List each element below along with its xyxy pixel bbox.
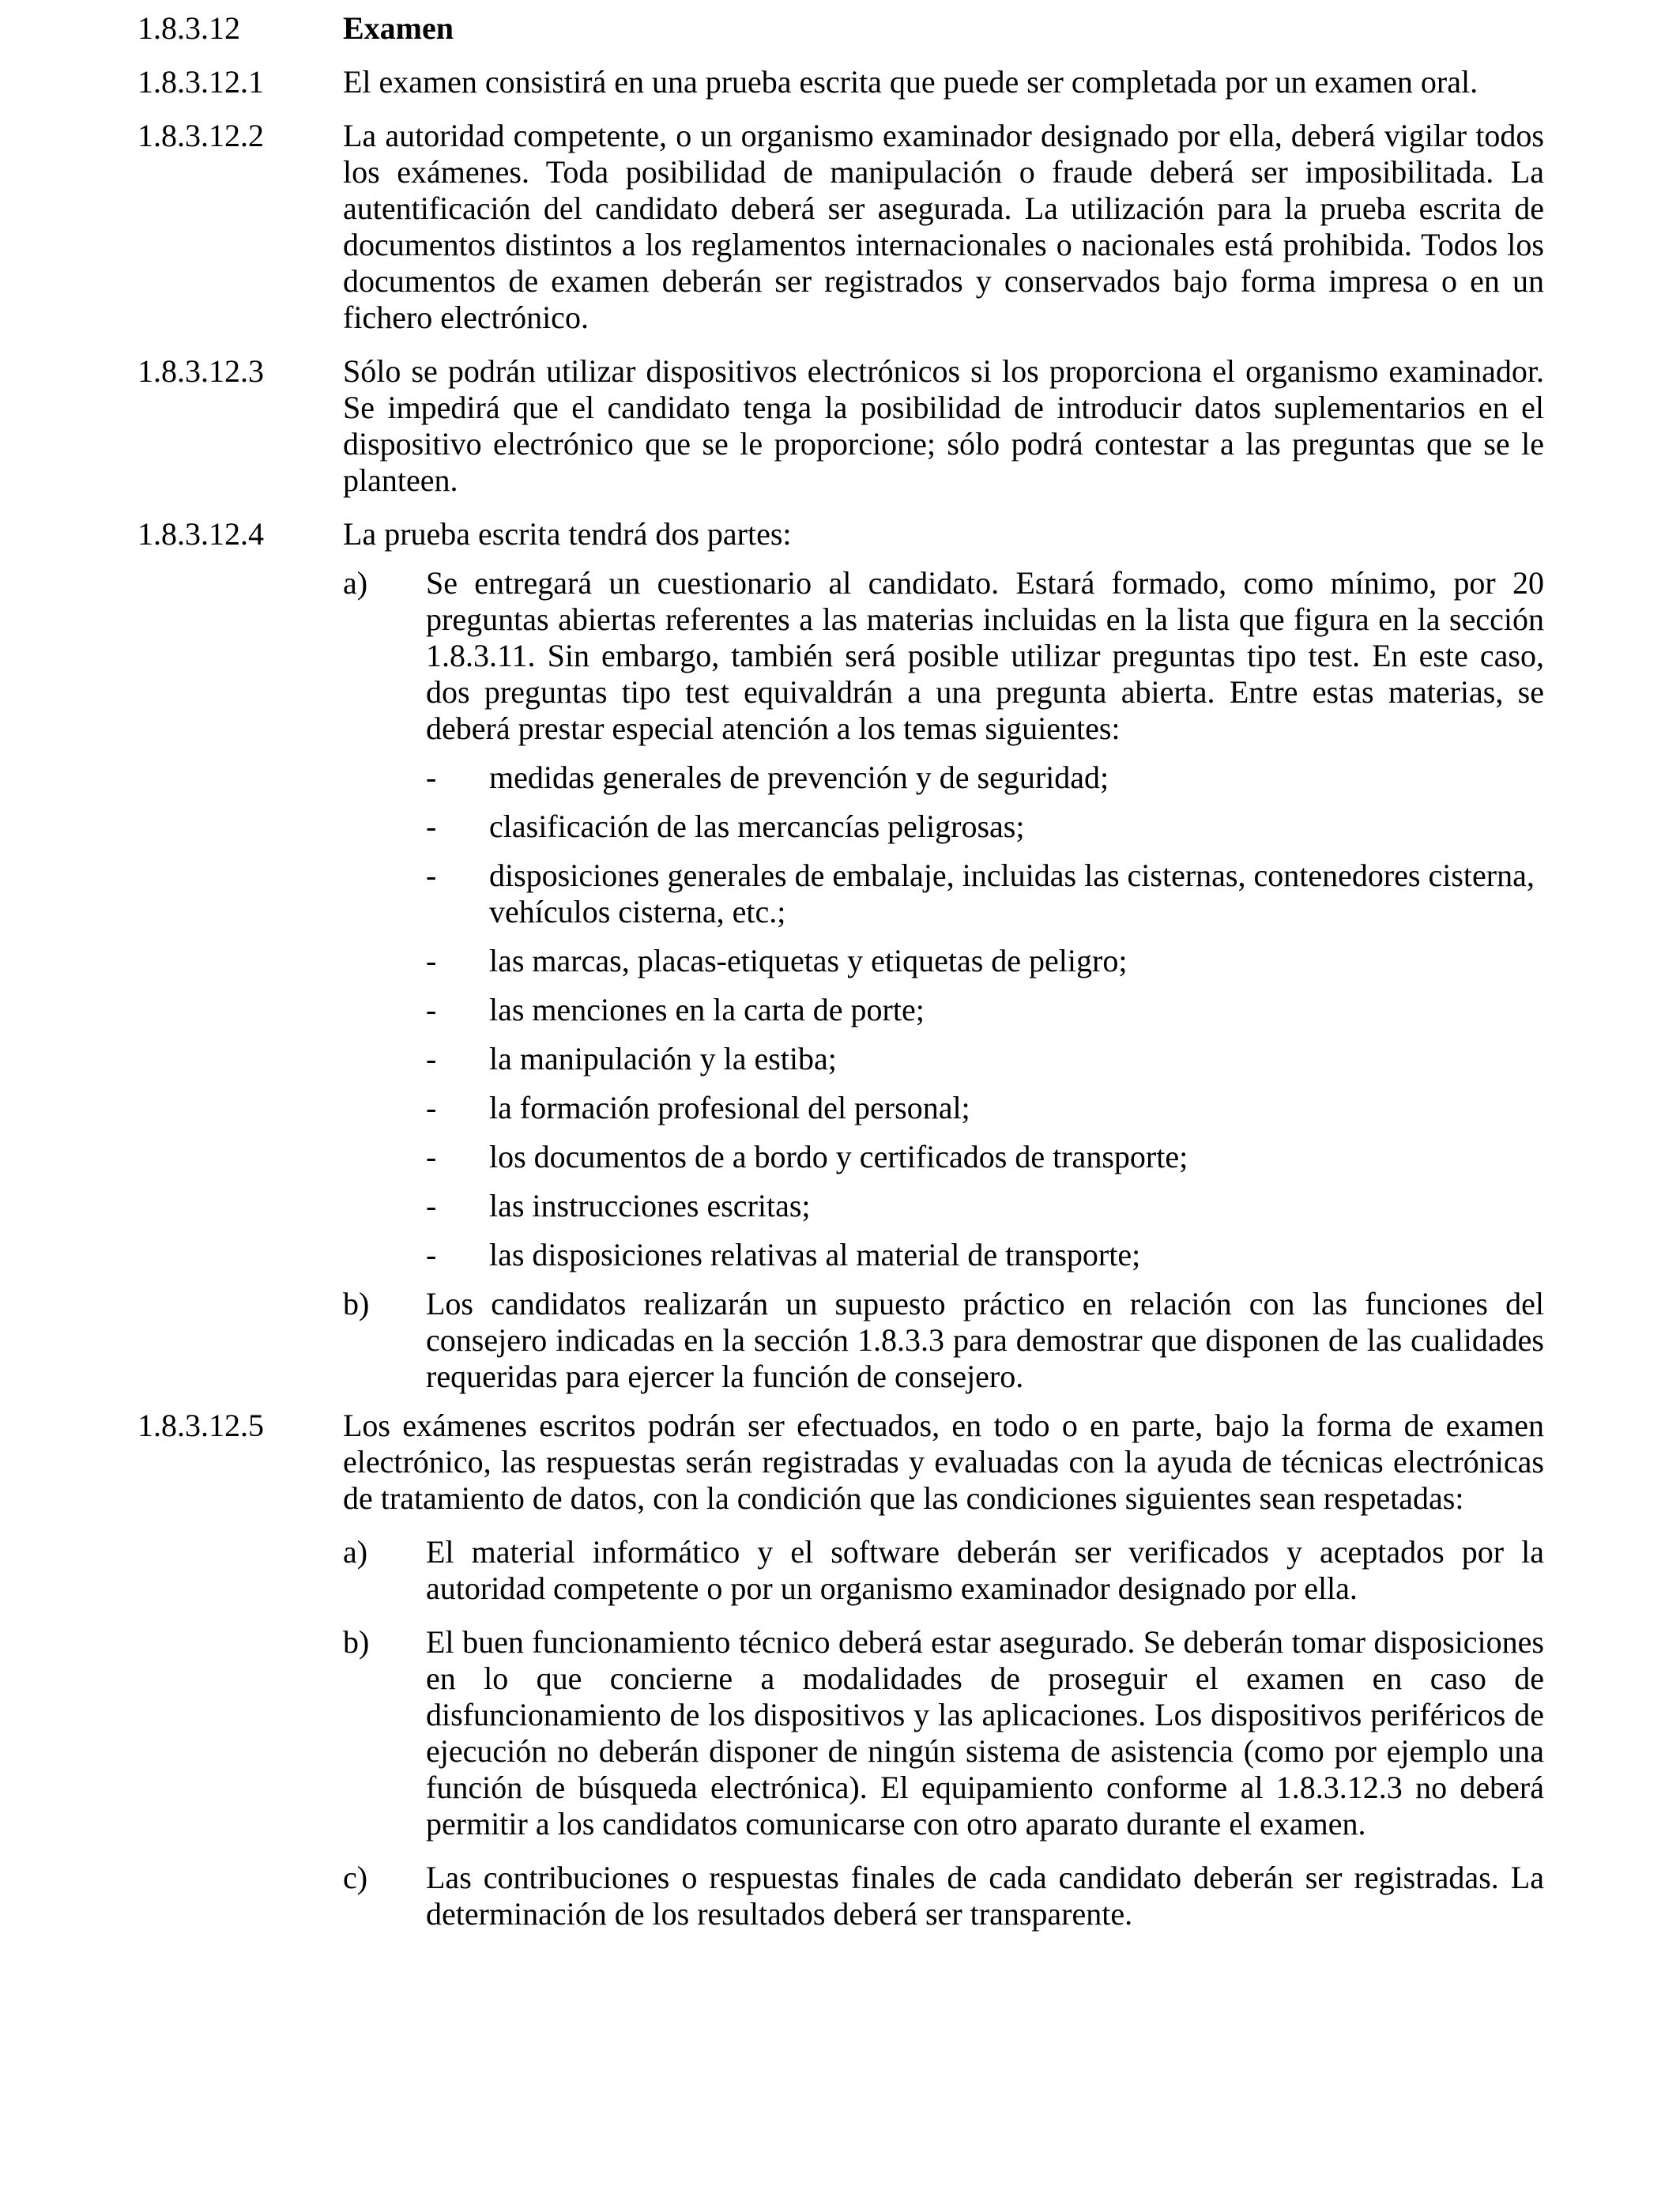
bullet-text: medidas generales de prevención y de seguridad; [489,760,1109,795]
topic-bullet-list [426,760,1544,1273]
bullet-text: la manipulación y la estiba; [489,1041,837,1076]
bullet-text: las disposiciones relativas al material de transporte; [489,1237,1141,1272]
list-item-text: Los candidatos realizarán un supuesto práctico en relación con las funciones del consejero indicadas en la sección 1.8.3.3 para demostrar que disponen de las cualidades requeridas para ejercer la función de consejero. [426,1286,1544,1394]
list-item-a [343,1534,1544,1607]
bullet-item [426,1188,1544,1224]
clause-number: 1.8.3.12.4 [137,516,264,552]
list-item-text: El buen funcionamiento técnico deberá estar asegurado. Se deberán tomar disposiciones en lo que concierne a modalidades de proseguir el examen en caso de disfuncionamiento de los dispositivos y las aplicaciones. Los dispositivos periféricos de ejecución no deberán disponer de ningún sistema de asistencia (como por ejemplo una función de búsqueda electrónica). El equipamiento conforme al 1.8.3.12.3 no deberá permitir a los candidatos comunicarse con otro aparato durante el examen. [426,1624,1544,1842]
bullet-item [426,1237,1544,1273]
clause-text: La autoridad competente, o un organismo examinador designado por ella, deberá vigilar todos los exámenes. Toda posibilidad de manipulación o fraude deberá ser imposibilitada. La autentificación del candidato deberá ser asegurada. La utilización para la prueba escrita de documentos distintos a los reglamentos internacionales o nacionales está prohibida. Todos los documentos de examen deberán ser registrados y conservados bajo forma impresa o en un fichero electrónico. [343,118,1544,335]
section-heading [137,10,1544,47]
clause-1-8-3-12-1 [137,64,1544,100]
bullet-dash: - [426,1041,437,1076]
list-item-b [343,1624,1544,1842]
list-item-label: a) [343,565,368,601]
clause-number: 1.8.3.12.3 [137,353,264,389]
list-item-b [343,1286,1544,1395]
list-item-label: c) [343,1860,368,1895]
bullet-dash: - [426,1090,437,1125]
list-item-label: b) [343,1286,370,1321]
clause-number: 1.8.3.12.1 [137,64,264,100]
bullet-item [426,858,1544,930]
bullet-text: clasificación de las mercancías peligrosas; [489,809,1025,844]
bullet-text: disposiciones generales de embalaje, incluidas las cisternas, contenedores cisterna, vehículos cisterna, etc.; [489,858,1535,929]
clause-text: El examen consistirá en una prueba escrita que puede ser completada por un examen oral. [343,64,1478,100]
bullet-dash: - [426,1139,437,1174]
bullet-item [426,809,1544,845]
bullet-dash: - [426,1188,437,1223]
clause-text: La prueba escrita tendrá dos partes: [343,516,792,552]
bullet-text: los documentos de a bordo y certificados de transporte; [489,1139,1188,1174]
bullet-dash: - [426,1237,437,1272]
bullet-item [426,760,1544,796]
clause-1-8-3-12-3 [137,353,1544,499]
bullet-text: las menciones en la carta de porte; [489,992,925,1027]
clause-1-8-3-12-5-items [137,1534,1544,1932]
bullet-dash: - [426,943,437,978]
clause-1-8-3-12-5 [137,1408,1544,1517]
clause-number: 1.8.3.12.5 [137,1408,264,1443]
clause-1-8-3-12-4 [137,516,1544,552]
bullet-text: las marcas, placas-etiquetas y etiquetas de peligro; [489,943,1128,978]
clause-text: Sólo se podrán utilizar dispositivos electrónicos si los proporciona el organismo examinador. Se impedirá que el candidato tenga la posibilidad de introducir datos suplementarios en el dispositivo electrónico que se le proporcione; sólo podrá contestar a las preguntas que se le planteen. [343,353,1544,498]
bullet-item [426,1041,1544,1077]
bullet-dash: - [426,760,437,795]
bullet-dash: - [426,858,437,893]
clause-number: 1.8.3.12.2 [137,118,264,153]
list-item-label: a) [343,1534,368,1570]
bullet-item [426,1139,1544,1175]
clause-1-8-3-12-4-items [137,565,1544,1395]
bullet-item [426,943,1544,979]
section-heading-title: Examen [343,10,454,46]
list-item-c [343,1860,1544,1932]
bullet-item [426,1090,1544,1126]
list-item-a [343,565,1544,747]
bullet-dash: - [426,992,437,1027]
clause-1-8-3-12-2 [137,118,1544,336]
bullet-dash: - [426,809,437,844]
list-item-text: El material informático y el software deberán ser verificados y aceptados por la autoridad competente o por un organismo examinador designado por ella. [426,1534,1544,1606]
bullet-text: la formación profesional del personal; [489,1090,970,1125]
bullet-text: las instrucciones escritas; [489,1188,811,1223]
clause-text: Los exámenes escritos podrán ser efectuados, en todo o en parte, bajo la forma de examen electrónico, las respuestas serán registradas y evaluadas con la ayuda de técnicas electrónicas de tratamiento de datos, con la condición que las condiciones siguientes sean respetadas: [343,1408,1544,1516]
list-item-text: Las contribuciones o respuestas finales de cada candidato deberán ser registradas. La determinación de los resultados deberá ser transparente. [426,1860,1544,1932]
list-item-text: Se entregará un cuestionario al candidato. Estará formado, como mínimo, por 20 preguntas abiertas referentes a las materias incluidas en la lista que figura en la sección 1.8.3.11. Sin embargo, también será posible utilizar preguntas tipo test. En este caso, dos preguntas tipo test equivaldrán a una pregunta abierta. Entre estas materias, se deberá prestar especial atención a los temas siguientes: [426,565,1544,746]
list-item-label: b) [343,1624,370,1660]
section-heading-number: 1.8.3.12 [137,10,240,46]
bullet-item [426,992,1544,1028]
